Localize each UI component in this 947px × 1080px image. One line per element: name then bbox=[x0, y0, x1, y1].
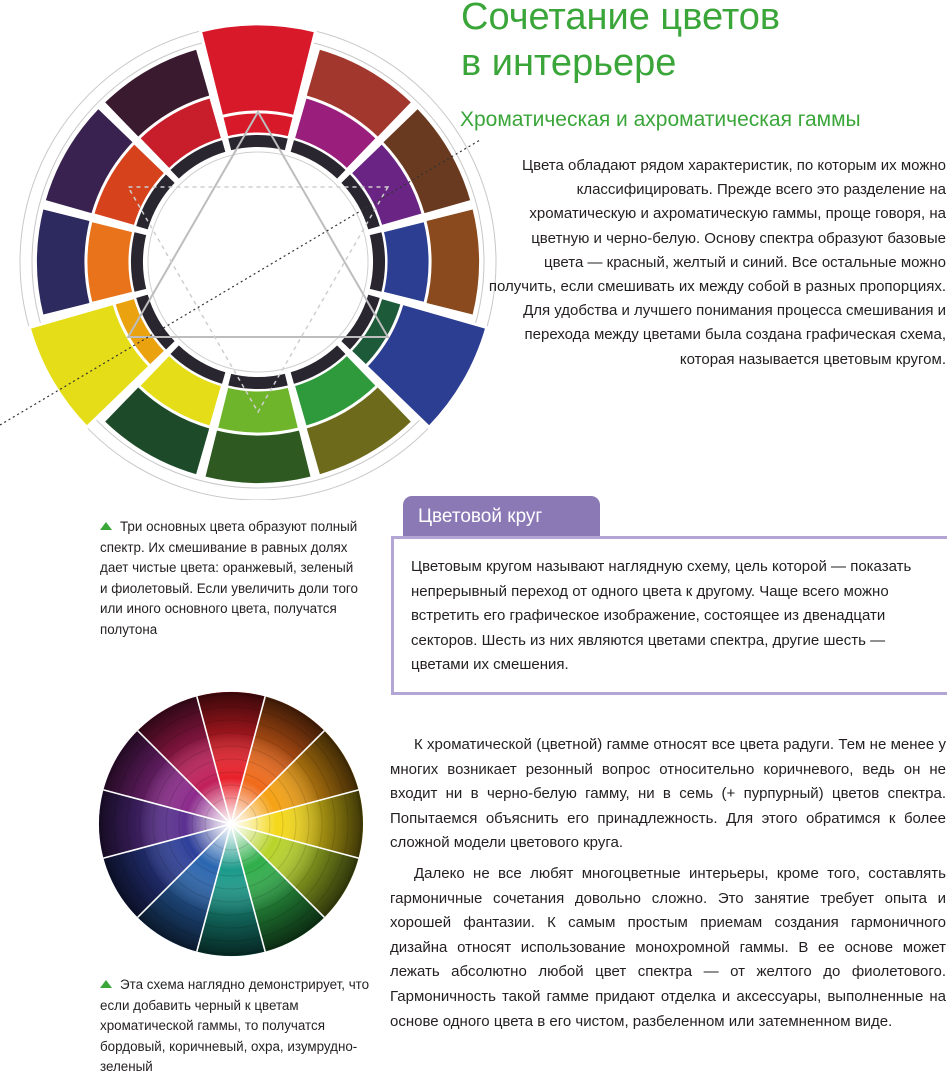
body-paragraph-1: К хроматической (цветной) гамме относят все цвета радуги. Тем не менее у многих возникает резонный вопрос относительно коричневого, ведь он не входит ни в черно-белую гамму, ни в семь (+ пурпурный) цветов спектра. Попытаемся объяснить его принадлежность. Для этого обратимся к более сложной модели цветового круга. bbox=[390, 736, 946, 852]
inner-ring-sector bbox=[369, 231, 386, 293]
pure-color-sector bbox=[382, 220, 430, 303]
color-wheel-tab: Цветовой круг bbox=[403, 496, 600, 536]
shades-caption bbox=[100, 975, 370, 1078]
body-text bbox=[390, 733, 946, 1034]
shades-caption-text: Эта схема наглядно демонстрирует, что если добавить черный к цветам хроматической гаммы, то получатся бордовый, коричневый, охра, изумрудно-зеленый bbox=[100, 977, 370, 1075]
shades-wheel-illustration bbox=[95, 688, 367, 960]
inner-ring-sector bbox=[130, 231, 147, 293]
color-wheel-definition-box bbox=[391, 536, 947, 695]
triangle-bullet-icon bbox=[100, 980, 112, 988]
section-subtitle: Хроматическая и ахроматическая гаммы bbox=[460, 108, 861, 131]
wheel-caption bbox=[100, 517, 360, 641]
page-title bbox=[461, 0, 780, 86]
title-line-1: Сочетание цветов bbox=[461, 0, 781, 38]
primary-color-block bbox=[200, 24, 315, 116]
wheel-caption-text: Три основных цвета образуют полный спектр. Их смешивание в равных долях дает чистые цвета: оранжевый, зеленый и фиолетовый. Если увеличить доли того или иного основного цвета, получатся полутона bbox=[100, 519, 358, 637]
body-paragraph-2: Далеко не все любят многоцветные интерьеры, кроме того, составлять гармоничные сочетания довольно сложно. Это занятие требует опыта и хорошей фантазии. К самым простым приемам создания гармоничного дизайна относят использование монохромной гаммы. В ее основе может лежать абсолютно любой цвет спектра — от желтого до фиолетового. Гармоничность такой гамме придают отделка и аксессуары, выполненные на основе одного цвета в его чистом, разбеленном или затемненном виде. bbox=[390, 864, 946, 1030]
pure-color-sector bbox=[216, 386, 299, 434]
pure-color-sector bbox=[86, 220, 134, 303]
intro-paragraph: Цвета обладают рядом характеристик, по которым их можно классифицировать. Прежде всего это разделение на хроматическую и ахроматическую гаммы, проще говоря, на цветную и черно-белую. Основу спектра образуют базовые цвета — красный, желтый и синий. Все остальные можно получить, если смешивать их между собой в разных пропорциях. Для удобства и лучшего понимания процесса смешивания и перехода между цветами была создана графическая схема, которая называется цветовым кругом. bbox=[488, 157, 946, 368]
definition-text: Цветовым кругом называют наглядную схему, цель которой — показать непрерывный переход от одного цвета к другому. Чаще всего можно встретить его графическое изображение, состоящее из двенадцати секторов. Шесть из них являются цветами спектра, другие шесть — цветами их смешения. bbox=[411, 558, 912, 674]
title-line-2: в интерьере bbox=[461, 42, 677, 84]
triangle-bullet-icon bbox=[100, 522, 112, 530]
color-wheel-illustration bbox=[0, 0, 520, 500]
